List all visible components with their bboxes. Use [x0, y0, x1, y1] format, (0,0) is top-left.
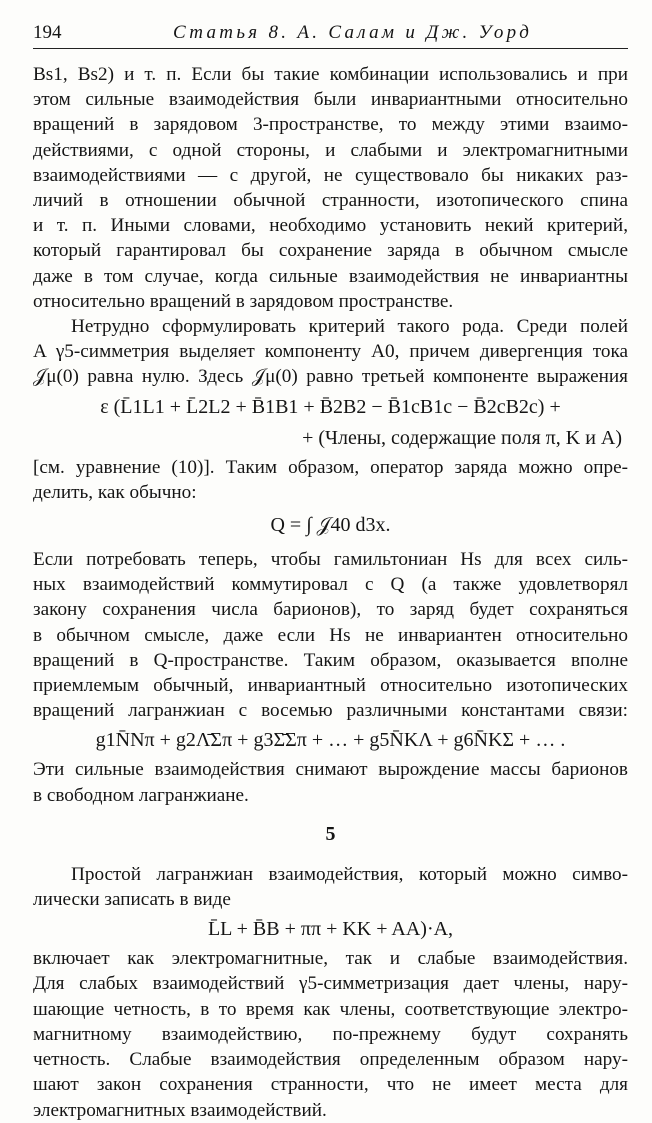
equation-current: ε (L̄1L1 + L̄2L2 + B̄1B1 + B̄2B2 − B̄1cB1c − B̄2cB2c) +	[100, 395, 561, 418]
text-line: Для слабых взаимодействий γ5-симметризация дает члены, нару-	[33, 973, 628, 995]
paragraph-3	[33, 455, 628, 505]
paragraph-4	[33, 547, 628, 723]
text-line: делить, как обычно:	[33, 481, 197, 503]
text-line: личий в отношении обычной странности, изотопического спина	[33, 190, 628, 212]
paragraph-2	[33, 314, 628, 390]
section-number: 5	[325, 822, 336, 845]
text-line: который гарантировал бы сохранение заряда в обычном смысле	[33, 240, 628, 262]
text-line: [см. уравнение (10)]. Таким образом, оператор заряда можно опре-	[33, 456, 628, 478]
text-line: Эти сильные взаимодействия снимают вырождение массы барионов	[33, 759, 628, 781]
text-line: вращений лагранжиан с восемью различными константами связи:	[33, 700, 628, 722]
text-line: шают закон сохранения странности, что не имеет места для	[33, 1074, 628, 1096]
text-line: вращений в зарядовом 3-пространстве, то между этими взаимо-	[33, 114, 628, 136]
text-line: Простой лагранжиан взаимодействия, который можно симво-	[71, 863, 628, 885]
text-line: четность. Слабые взаимодействия определенным образом нару-	[33, 1049, 628, 1071]
equation-charge: Q = ∫ 𝒥40 d3x.	[270, 514, 391, 537]
text-line: магнитному взаимодействию, по-прежнему будут сохранять	[33, 1023, 628, 1045]
text-line: Нетрудно сформулировать критерий такого рода. Среди полей	[71, 316, 628, 338]
text-line: и т. п. Иными словами, необходимо установить некий критерий,	[33, 215, 628, 237]
paragraph-7	[33, 946, 628, 1122]
text-line: Bs1, Bs2) и т. п. Если бы такие комбинации использовались и при	[33, 64, 628, 85]
equation-current-continuation: + (Члены, содержащие поля π, K и A)	[302, 426, 622, 449]
running-head: Статья 8. А. Салам и Дж. Уорд	[173, 22, 533, 43]
text-line: 𝒥μ(0) равна нулю. Здесь 𝒥μ(0) равно третьей компоненте выражения	[33, 366, 628, 388]
text-line: относительно вращений в зарядовом пространстве.	[33, 290, 454, 312]
text-line: даже в том случае, когда сильные взаимодействия не инвариантны	[33, 265, 628, 287]
text-line: Если потребовать теперь, чтобы гамильтониан Hs для всех силь-	[33, 549, 628, 571]
text-line: вращений в Q-пространстве. Таким образом, оказывается вполне	[33, 649, 628, 671]
page-body	[33, 62, 628, 1123]
text-line: ных взаимодействий коммутировал с Q (а также удовлетворял	[33, 574, 628, 596]
text-line: электромагнитных взаимодействий.	[33, 1099, 327, 1121]
text-line: действиями, с одной стороны, и слабыми и электромагнитными	[33, 139, 628, 161]
text-line: в свободном лагранжиане.	[33, 784, 249, 806]
paragraph-1	[33, 62, 628, 314]
text-line: включает как электромагнитные, так и слабые взаимодействия.	[33, 948, 628, 970]
paragraph-6	[33, 862, 628, 912]
text-line: этом сильные взаимодействия были инвариантными относительно	[33, 89, 628, 111]
text-line: приемлемым обычный, инвариантный относительно изотопических	[33, 675, 628, 697]
paragraph-5	[33, 757, 628, 807]
text-line: закону сохранения числа барионов), то заряд будет сохраняться	[33, 599, 628, 621]
page-number: 194	[33, 22, 62, 43]
text-line: A γ5-симметрия выделяет компоненту A0, причем дивергенция тока	[33, 341, 628, 363]
text-line: лически записать в виде	[33, 889, 231, 911]
equation-interaction: L̄L + B̄B + ππ + KK + AA)·A,	[207, 918, 454, 941]
text-line: взаимодействиями — с другой, не существовало бы никаких раз-	[33, 164, 628, 186]
page-header	[33, 18, 628, 49]
text-line: шающие четность, в то время как члены, соответствующие электро-	[33, 998, 628, 1020]
equation-lagrangian: g1N̄Nπ + g2Λ̄Σπ + g3Σ̄Σπ + … + g5N̄KΛ + g6N̄KΣ + … .	[95, 729, 566, 752]
text-line: в обычном смысле, даже если Hs не инвариантен относительно	[33, 624, 628, 646]
